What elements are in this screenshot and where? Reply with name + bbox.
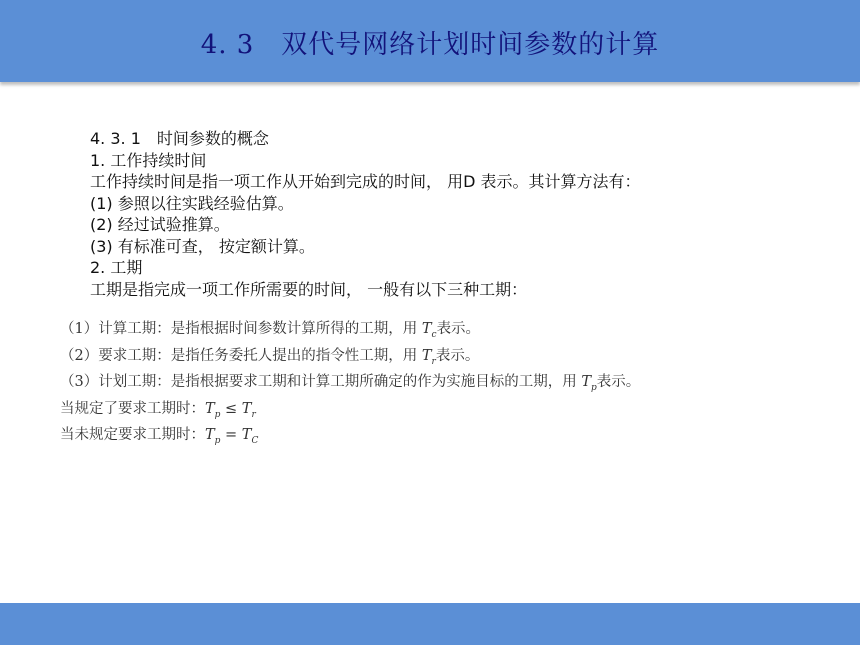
formula-symbol: T [205,427,215,443]
subscript-r: r [431,356,436,367]
condition-required-text: 当规定了要求工期时： [60,400,205,417]
condition-unrequired-text: 当未规定要求工期时： [60,427,205,443]
computed-period-suffix: 表示。 [436,321,481,337]
required-period-text: （2）要求工期：是指任务委托人提出的指令性工期，用 [60,347,422,364]
slide-title: 4. 3 双代号网络计划时间参数的计算 [200,30,660,60]
symbol-t: T [421,321,432,337]
item2-description: 工期是指完成一项工作所需要的时间， 一般有以下三种工期： [90,279,528,299]
method-2: (2) 经过试验推算。 [90,215,230,234]
required-period-line [60,345,640,372]
item1-description: 工作持续时间是指一项工作从开始到完成的时间， 用D 表示。其计算方法有： [90,172,641,191]
symbol-t: T [581,374,592,390]
formula-operator: = T [220,427,252,443]
item2-heading: 2. 工期 [90,258,143,277]
formula-subscript: r [251,409,256,420]
method-1: (1) 参照以往实践经验估算。 [90,193,294,213]
computed-period-text: （1）计算工期：是指根据时间参数计算所得的工期，用 [60,321,422,337]
formula-subscript: p [214,409,221,420]
item1-heading: 1. 工作持续时间 [90,150,207,170]
body-text [90,128,641,300]
section-heading: 4. 3. 1 时间参数的概念 [90,129,269,148]
planned-period-suffix: 表示。 [596,374,641,390]
method-3: (3) 有标准可查， 按定额计算。 [90,236,315,256]
computed-period-line [60,318,640,345]
symbol-t: T [421,347,432,364]
formula-symbol: T [205,400,215,417]
condition-unrequired-line [60,424,640,451]
planned-period-line [60,371,640,398]
formula-subscript: p [214,436,221,446]
condition-required-line [60,398,640,425]
footer-bar [0,603,860,645]
formula-operator: ≤ T [220,400,252,417]
required-period-suffix: 表示。 [435,347,480,364]
subscript-c: c [431,330,437,340]
subscript-p: p [591,383,597,393]
formula-subscript: C [251,436,259,446]
header-bar [0,0,860,82]
scanned-text-block [60,318,640,451]
planned-period-text: （3）计划工期：是指根据要求工期和计算工期所确定的作为实施目标的工期，用 [60,374,582,390]
